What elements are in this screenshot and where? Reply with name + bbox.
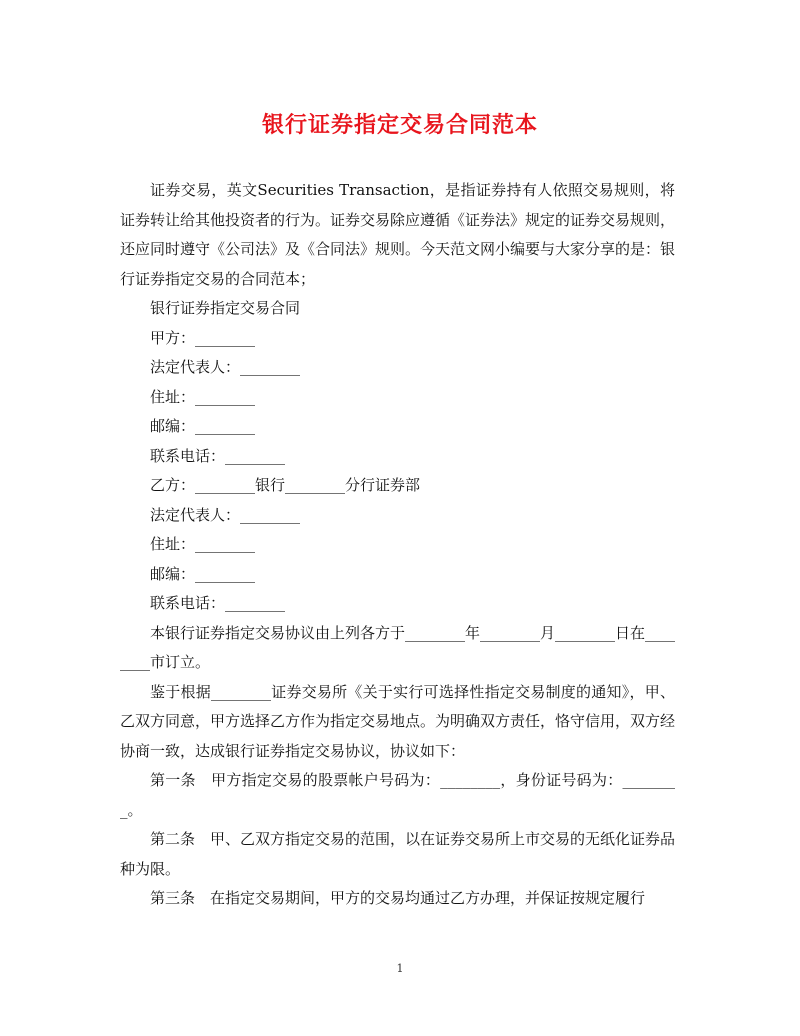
- paragraph-signing: 本银行证券指定交易协议由上列各方于________年________月________日在________市订立。: [120, 623, 676, 671]
- article-2: 第二条 甲、乙双方指定交易的范围，以在证券交易所上市交易的无纸化证券品种为限。: [120, 830, 676, 878]
- party-b-postcode-field: 邮编：________: [150, 564, 256, 583]
- party-a-field: 甲方：________: [150, 328, 256, 347]
- page-number: 1: [396, 962, 404, 975]
- party-a-postcode-field: 邮编：________: [150, 417, 256, 435]
- paragraph-intro: 证券交易，英文Securities Transaction，是指证券持有人依照交易规则，将证券转让给其他投资者的行为。证券交易除应遵循《证券法》规定的证券交易规则，还应同时遵守《公司法》及《合同法》规则。今天范文网小编要与大家分享的是：银行证券指定交易的合同范本；: [120, 181, 676, 288]
- party-b-address-field: 住址：________: [150, 535, 256, 553]
- document-body: [120, 176, 675, 914]
- party-a-address-field: 住址：________: [150, 387, 256, 406]
- article-1: 第一条 甲方指定交易的股票帐户号码为：________，身份证号码为：________。: [120, 771, 675, 819]
- party-a-representative-field: 法定代表人：________: [150, 358, 301, 376]
- party-a-phone-field: 联系电话：________: [150, 446, 286, 465]
- party-b-phone-field: 联系电话：________: [150, 594, 286, 612]
- party-b-representative-field: 法定代表人：________: [150, 505, 301, 524]
- paragraph-whereas: 鉴于根据________证券交易所《关于实行可选择性指定交易制度的通知》，甲、乙双方同意，甲方选择乙方作为指定交易地点。为明确双方责任，恪守信用，双方经协商一致，达成银行证券指定交易协议，协议如下：: [120, 682, 676, 760]
- document-title: 银行证券指定交易合同范本: [261, 112, 538, 138]
- article-3: 第三条 在指定交易期间，甲方的交易均通过乙方办理，并保证按规定履行: [150, 889, 646, 907]
- paragraph-contract-name: 银行证券指定交易合同: [150, 299, 301, 317]
- party-b-field: 乙方：________银行________分行证券部: [150, 476, 421, 494]
